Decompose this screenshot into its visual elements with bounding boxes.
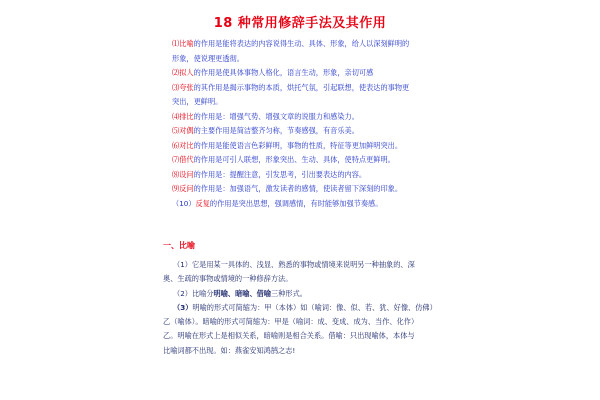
item-text: 的作用是可引人联想，形象突出、生动、具体，使特点更鲜明。 [193, 155, 395, 164]
paragraph-line: 比喻词都不出现。如：燕雀安知鸿鹄之志! [163, 345, 296, 355]
item-number: ⑴ [172, 39, 180, 48]
item-text: 的作用是：增强气势、增强文章的说服力和感染力。 [193, 111, 359, 121]
item-term: 借代 [179, 155, 194, 164]
item-number: （10） [172, 198, 196, 208]
item-number: ⑸ [172, 126, 180, 135]
page-title: 18 种常用修辞手法及其作用 [213, 16, 387, 31]
list-item [172, 110, 440, 125]
paragraph-bold-text: 明喻、暗喻、借喻 [213, 288, 272, 298]
paragraph-line: （1）它是用某一具体的、浅显、熟悉的事物或情境来说明另一种抽象的、深 [173, 260, 415, 269]
list-item [172, 81, 440, 96]
list-item [172, 139, 440, 154]
item-number: ⑼ [172, 184, 180, 193]
item-number: ⑵ [172, 68, 180, 77]
paragraph-bold-text: （3） [173, 302, 193, 312]
list-item [172, 37, 440, 52]
paragraph-text: （2）比喻分 [173, 288, 214, 298]
section-heading: 一、比喻 [163, 241, 195, 250]
item-term: 反复 [195, 198, 210, 208]
item-text: 的作用是突出思想，强调感情，有时能够加强节奏感。 [209, 198, 383, 208]
item-text: 的作用是能将表达的内容说得生动、具体、形象，给人以深刻鲜明的 [193, 39, 410, 48]
item-text: 的作用是能使语言色彩鲜明，事物的性质，特征等更加鲜明突出。 [193, 140, 403, 150]
list-item [172, 182, 440, 197]
item-term: 反问 [179, 184, 194, 193]
item-term: 对比 [179, 140, 194, 150]
paragraph-text: 三种形式。 [271, 288, 307, 298]
paragraph-text: 明喻的形式可简缩为：甲（本体）如（喻词：像、似、若、犹、好像、仿佛） [192, 302, 437, 312]
item-number: ⑶ [172, 82, 180, 92]
item-number: ⑻ [172, 169, 180, 179]
list-item-continuation: 形象，使说理更透彻。 [172, 53, 244, 63]
item-number: ⑹ [172, 140, 180, 150]
paragraph-line [163, 287, 438, 301]
paragraph-line: 乙。明喻在形式上是相似关系，暗喻则是相合关系。借喻：只出现喻体，本体与 [163, 331, 415, 341]
item-term: 比喻 [179, 39, 194, 48]
item-term: 排比 [179, 111, 194, 121]
list-item [172, 124, 440, 139]
item-number: ⑷ [172, 111, 180, 121]
list-item [172, 153, 440, 168]
item-text: 的作用是：加强语气，激发读者的感情，使读者留下深刻的印象。 [193, 184, 403, 193]
item-term: 设问 [179, 169, 194, 179]
paragraph-line [163, 301, 438, 315]
rhetoric-list [172, 37, 440, 211]
item-number: ⑺ [172, 155, 180, 164]
item-text: 的其作用是揭示事物的本质，烘托气氛，引起联想，使表达的事物更 [193, 82, 410, 92]
item-text: 的作用是：提醒注意，引发思考，引出要表达的内容。 [193, 169, 367, 179]
list-item [172, 66, 440, 81]
list-item-continuation: 突出，更鲜明。 [172, 97, 223, 106]
item-term: 夸张 [179, 82, 194, 92]
paragraph-line: 奥、生疏的事物或情境的一种修辞方法。 [163, 274, 293, 284]
item-term: 拟人 [179, 68, 194, 77]
list-item [172, 168, 440, 183]
item-text: 的主要作用是简洁整齐匀称，节奏感强，有音乐美。 [193, 126, 359, 135]
section-body [163, 258, 438, 358]
item-text: 的作用是使具体事物人格化，语言生动，形象，亲切可感 [193, 68, 374, 77]
item-term: 对偶 [179, 126, 194, 135]
paragraph-line: 乙（喻体）。暗喻的形式可简缩为：甲是（喻词：成、变成、成为、当作、化作） [163, 317, 419, 327]
list-item [172, 197, 440, 212]
